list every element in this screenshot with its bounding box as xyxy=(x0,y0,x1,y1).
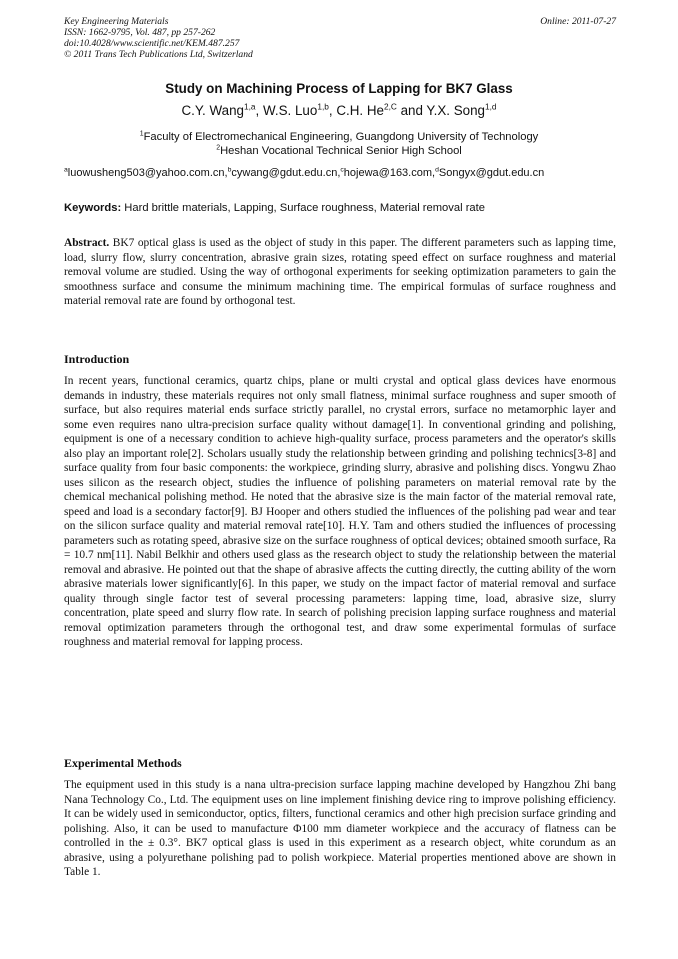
author-superscript: 1,d xyxy=(485,101,497,112)
author xyxy=(426,103,496,118)
author-superscript: 1,a xyxy=(243,101,256,112)
email-superscript: d xyxy=(435,166,439,174)
affiliation-text: Faculty of Electromechanical Engineering, Guangdong University of Technology xyxy=(143,131,539,143)
keywords-text: Hard brittle materials, Lapping, Surface roughness, Material removal rate xyxy=(121,202,485,214)
abstract-paragraph xyxy=(64,236,616,309)
section-heading-introduction: Introduction xyxy=(64,352,130,366)
author-superscript: 1,b xyxy=(317,101,329,112)
abstract-label: Abstract. xyxy=(64,237,110,249)
introduction-paragraph: In recent years, functional ceramics, quartz chips, plane or multi crystal and optical glass devices have enormous demands in industry, these materials requires not only small flatness, minimal surface roughness and super smooth of surface, but also requires material ends surface strictly parallel, no crystal errors, surface no metamorphic layer and some even requires nano ultra-precision surface quality without damage[1]. In conventional grinding and polishing, equipment is one of a necessary condition to achieve high-quality surface, process parameters and the operator's skills also play an important role[2]. Scholars usually study the relationship between grinding and polishing technics[3-8] and surface quality from four basic components: the workpiece, grinding slurry, abrasive and polishing discs. Yongwu Zhao uses silicon as the research object, studies the influence of polishing parameters on material removal rate by the chemical mechanical polishing method. He noted that the abrasive size is the main factor of the material removal rate, speed and load is a secondary factor[9]. BJ Hooper and others studied the influences of the polishing pad wear and tear on the silicon surface quality and material removal rate[10]. H.Y. Tam and others studied the influences of processing parameters such as rotating speed, abrasive size on the surface roughness of optical devices; obtained smooth surface, Ra = 10.7 nm[11]. Nabil Belkhir and others used glass as the research object to study the relationship between the material removal and abrasive. He pointed out that the shape of abrasive affects the cutting directly, the cutting ability of the worn abrasive materials lower significantly[6]. In this paper, we study on the impact factor of material removal and surface quality through single factor test of several processing parameters: lapping time, load, abrasive size, slurry concentration, plate speed and slurry flow rate. In search of polishing precision lapping surface roughness and material removal optimization parameters through the orthogonal test, and draw some experimental formulas of surface roughness and material removal for lapping process. xyxy=(64,375,616,648)
paper-title: Study on Machining Process of Lapping for BK7 Glass xyxy=(165,81,513,96)
author-separator: and xyxy=(396,103,427,118)
email-link[interactable]: hojewa@163.com, xyxy=(343,167,436,179)
author-superscript: 2,C xyxy=(383,101,397,112)
section-heading-experimental-methods: Experimental Methods xyxy=(64,756,182,770)
online-date: Online: 2011-07-27 xyxy=(540,16,616,27)
email-superscript: b xyxy=(227,166,232,174)
keywords-line xyxy=(64,202,616,214)
affiliation-superscript: 2 xyxy=(216,144,221,152)
doi-line: doi:10.4028/www.scientific.net/KEM.487.257 xyxy=(64,38,240,49)
author-name: W.S. Luo xyxy=(262,103,318,118)
email-superscript: c xyxy=(340,166,344,174)
affiliation-superscript: 1 xyxy=(139,130,144,138)
journal-header xyxy=(64,16,616,60)
author xyxy=(263,103,336,118)
author xyxy=(336,103,426,118)
methods-paragraph: The equipment used in this study is a nana ultra-precision surface lapping machine developed by Hangzhou Zhi bang Nana Technology Co., Ltd. The equipment uses on line implement finishing device ring to improve polishing efficiency. It can be widely used in semiconductor, optics, filters, functional ceramics and other high precision surface grinding and polishing. Also, it can be used to manufacture Φ100 mm diameter workpiece and the accuracy of flatness can be controlled in the ± 0.3°. BK7 optical glass is used in this experiment as a research object, white corundum as an abrasive, using a polyurethane polishing pad to polish workpiece. Material properties mentioned above are shown in Table 1. xyxy=(64,779,616,878)
author-separator: , xyxy=(255,103,263,118)
author-name: C.Y. Wang xyxy=(181,103,244,118)
email-superscript: a xyxy=(64,166,68,174)
copyright-line: © 2011 Trans Tech Publications Ltd, Switzerland xyxy=(64,49,253,60)
keywords-label: Keywords: xyxy=(64,202,122,214)
author xyxy=(181,103,263,118)
author-name: Y.X. Song xyxy=(426,103,485,118)
email-link[interactable]: cywang@gdut.edu.cn, xyxy=(231,167,341,179)
abstract-text: BK7 optical glass is used as the object of study in this paper. The different parameters such as lapping time, load, slurry flow, slurry concentration, abrasive grain sizes, rotating speed effect on surface roughness and material removal volume are studied. Using the way of orthogonal experiments for seeking optimization parameters to gain the smoothness surface and consume the minimum machining time. The empirical formulas of surface roughness and material removal rate are found by orthogonal test. xyxy=(64,237,616,307)
issn-line: ISSN: 1662-9795, Vol. 487, pp 257-262 xyxy=(64,27,216,38)
journal-name: Key Engineering Materials xyxy=(64,16,169,27)
author-separator: , xyxy=(328,103,337,118)
affiliation xyxy=(0,145,678,158)
affiliation-text: Heshan Vocational Technical Senior High School xyxy=(220,145,462,157)
author-name: C.H. He xyxy=(336,103,384,118)
email-list xyxy=(64,167,624,179)
email-link[interactable]: Songyx@gdut.edu.cn xyxy=(438,167,545,179)
email-link[interactable]: luowusheng503@yahoo.com.cn, xyxy=(67,167,228,179)
affiliation xyxy=(0,131,678,144)
author-list xyxy=(0,103,678,118)
